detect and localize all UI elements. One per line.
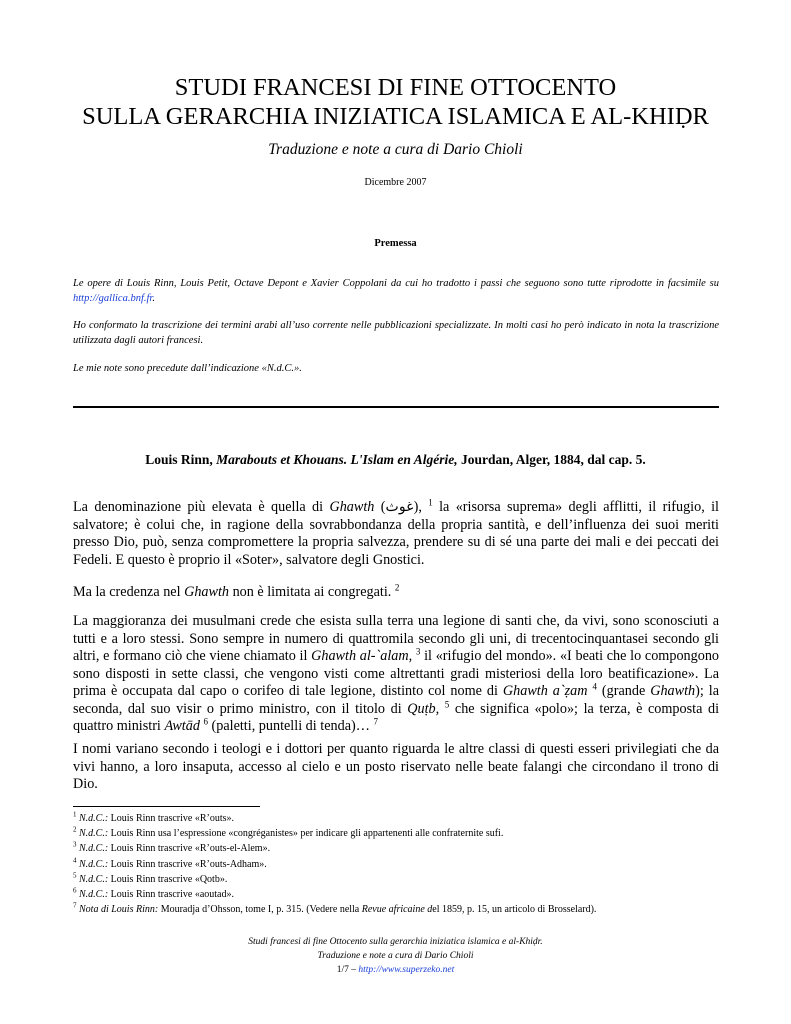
footnote-text: Louis Rinn trascrive «R’outs». (108, 813, 234, 824)
intro-paragraph-2: Ho conformato la trascrizione dei termini arabi all’uso corrente nelle pubblicazioni specializzate. In molti casi ho però indicato in nota la trascrizione utilizzata dagli autori francesi. (73, 320, 719, 346)
date: Dicembre 2007 (364, 177, 427, 188)
footnote (73, 842, 719, 855)
footnote-number: 2 (73, 825, 77, 834)
title-line-1: STUDI FRANCESI DI FINE OTTOCENTO (174, 74, 617, 101)
footer-separator: – (348, 965, 359, 975)
footnote-label: N.d.C.: (79, 858, 109, 870)
intro-paragraph-1 (73, 276, 719, 306)
footnote-text: Louis Rinn trascrive «R’outs-Adham». (108, 858, 267, 870)
intro-text-1-end: . (152, 293, 155, 304)
term-ghawth: Ghawth (184, 584, 230, 600)
body-text: non è limitata ai congregati. (229, 584, 395, 600)
term-awtad: Awtād (164, 718, 200, 734)
footnote-number: 3 (73, 841, 77, 850)
footnote-text: Louis Rinn usa l’espressione «congréganistes» per indicare gli appartenenti alle confraternite sufi. (108, 828, 504, 840)
footer-page-line (0, 963, 791, 977)
footnote-ref-1[interactable]: 1 (428, 497, 433, 508)
intro-paragraph-3: Le mie note sono precedute dall’indicazione «N.d.C.». (73, 363, 302, 374)
intro-text-1: Le opere di Louis Rinn, Louis Petit, Octave Depont e Xavier Coppolani da cui ho tradotto i passi che seguono sono tutte riprodotte in facsimile su (73, 278, 719, 289)
footnote-number: 1 (73, 810, 77, 819)
footnote-separator (73, 806, 260, 807)
footnote-ref-2[interactable]: 2 (394, 582, 400, 593)
subtitle: Traduzione e note a cura di Dario Chioli (268, 141, 523, 158)
gallica-link[interactable]: http://gallica.bnf.fr (73, 293, 153, 304)
footnote-label: N.d.C.: (79, 813, 109, 824)
footnote (73, 827, 719, 840)
footnote-text: Louis Rinn trascrive «Qotb». (108, 873, 228, 885)
body-text: che significa «polo»; la terza, è composta di quattro ministri (73, 700, 720, 734)
footnote-label: N.d.C.: (79, 873, 109, 885)
footnote-label: N.d.C.: (79, 889, 109, 901)
body-paragraph-1 (73, 499, 719, 569)
term-qutb: Quṭb, (407, 700, 440, 717)
footnote (73, 873, 719, 886)
term-ghawth-azam: Ghawth a`ẓam (502, 683, 588, 699)
body-text: (grande (596, 683, 651, 699)
source-work: Marabouts et Khouans. L'Islam en Algérie, (216, 452, 458, 467)
footnote-label: Nota di Louis Rinn: (79, 904, 159, 916)
body-paragraph-2 (73, 584, 719, 602)
footnote-text: Louis Rinn trascrive «R’outs-el-Alem». (108, 843, 271, 855)
section-divider (73, 406, 719, 408)
footnote-number: 7 (73, 901, 77, 910)
footnote-label: N.d.C.: (79, 828, 109, 840)
page-footer (0, 935, 791, 977)
footnote-text: Mouradja d’Ohsson, tome I, p. 315. (Vedere nella (158, 904, 362, 916)
footer-title: Studi francesi di fine Ottocento sulla gerarchia iniziatica islamica e al-Khiḍr. (248, 937, 543, 947)
footnote-text: el 1859, p. 15, un articolo di Brosselard). (432, 904, 597, 916)
footnote-ref-5[interactable]: 5 (444, 698, 450, 709)
body-text: il «rifugio del mondo». «I beati che lo compongono sono disposti in sette classi, che vengono visti come altrettanti gradi misteriosi della loro beatificazione». La prima è occupata dal capo o corifeo di tale legione, distinto col nome di (73, 648, 720, 699)
footnote-label: N.d.C.: (79, 843, 109, 855)
source-rest: Jourdan, Alger, 1884, dal cap. 5. (457, 452, 646, 467)
body-text: Ma la credenza nel (73, 584, 185, 600)
body-text: la «risorsa suprema» degli afflitti, il rifugio, il salvatore; è colui che, in ragione della sovrabbondanza della propria santità, e dell’influenza dei suoi meriti presso Dio, può, senza compromettere la propria salvezza, prendere su di sé una parte dei mali e dei peccati dei Fedeli. E questo è proprio il «Soter», salvatore degli Gnostici. (73, 499, 719, 568)
footnote (73, 888, 719, 901)
body-text: La denominazione più elevata è quella di (73, 499, 330, 515)
footnote-number: 6 (73, 886, 77, 895)
page-number: 1/7 (336, 965, 349, 975)
footnote-ref-3[interactable]: 3 (415, 646, 421, 657)
premessa-heading: Premessa (374, 238, 417, 249)
body-paragraph-3 (73, 613, 719, 736)
footnote-ref-4[interactable]: 4 (592, 681, 597, 692)
footer-credit: Traduzione e note a cura di Dario Chioli (317, 951, 474, 961)
term-ghawth-al-alam: Ghawth al-`alam, (311, 648, 413, 664)
footnote-ref-7[interactable]: 7 (373, 716, 378, 727)
footnote-number: 4 (73, 856, 77, 865)
title-line-2: SULLA GERARCHIA INIZIATICA ISLAMICA E AL-KHIḌR (82, 103, 709, 130)
footnote-ref-6[interactable]: 6 (203, 716, 208, 727)
footnote (73, 812, 719, 825)
footnote-text: Louis Rinn trascrive «aoutad». (108, 889, 234, 901)
source-heading (0, 452, 791, 468)
body-paragraph-4: I nomi variano secondo i teologi e i dottori per quanto riguarda le altre classi di questi esseri privilegiati che da vivi hanno, a loro insaputa, accesso al cielo e un posto riservato nelle beate falangi che circondano il trono di Dio. (73, 741, 719, 792)
body-text: (paletti, puntelli di tenda)… (207, 718, 374, 734)
superzeko-link[interactable]: http://www.superzeko.net (358, 965, 455, 975)
source-author: Louis Rinn, (145, 452, 217, 467)
footnote-journal: Revue africaine d (361, 904, 433, 916)
body-text: ); la seconda, dal suo visir o primo ministro, con il titolo di (73, 683, 720, 717)
arabic-term: (غوث), (374, 499, 429, 515)
footnote (73, 858, 719, 871)
footnote (73, 903, 719, 916)
term-ghawth: Ghawth (329, 499, 375, 515)
footnote-number: 5 (73, 871, 77, 880)
body-text: La maggioranza dei musulmani crede che esista sulla terra una legione di santi che, da vivi, sono sconosciuti a tutti e a loro stessi. Sono sempre in numero di quattromila secondo gli uni, di trecentocinquantasei secondo gli altri, e formano ciò che viene chiamato il (73, 613, 719, 664)
term-ghawth: Ghawth (650, 683, 696, 699)
footnotes (73, 812, 719, 918)
